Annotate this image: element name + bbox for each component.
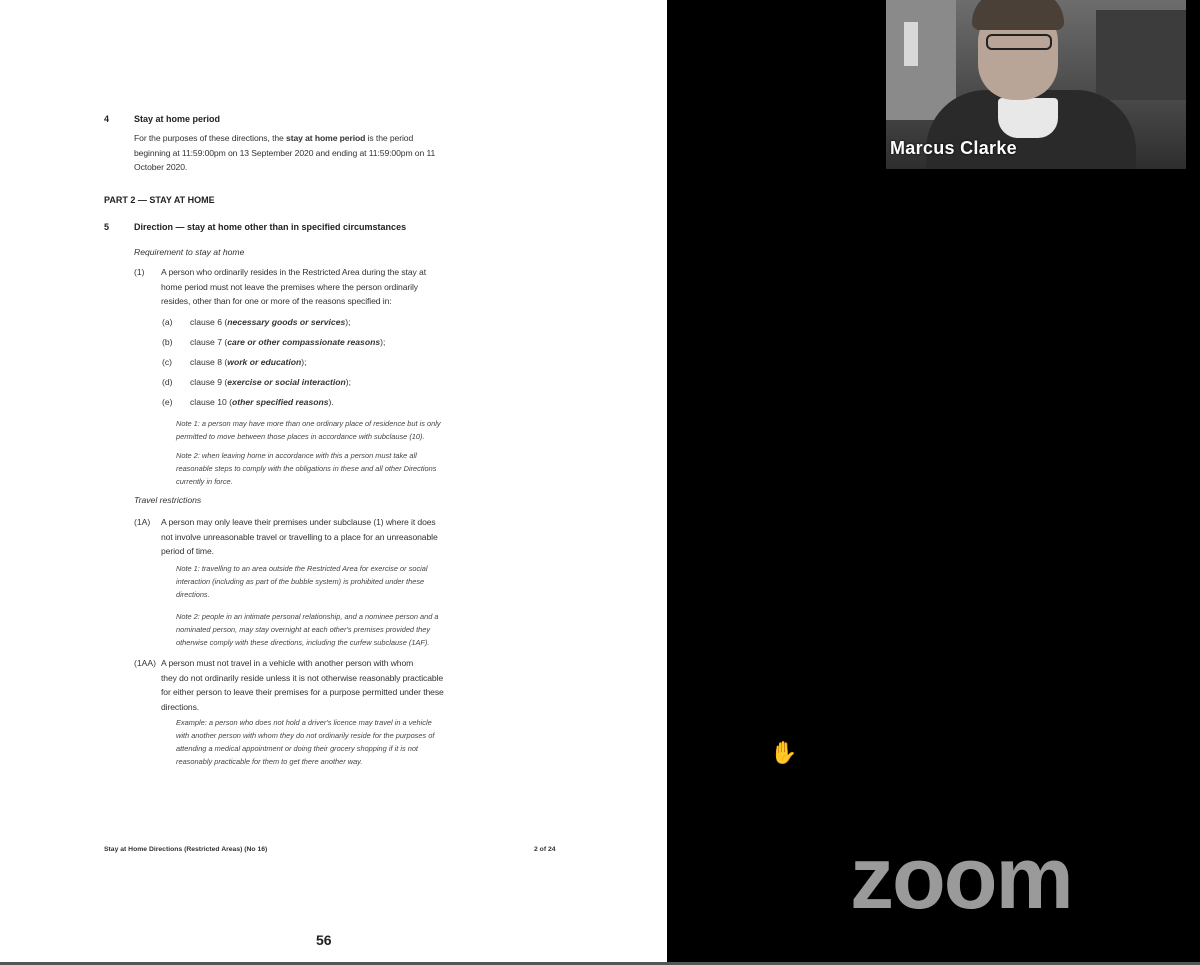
section-title: Direction — stay at home other than in specified circumstances <box>134 222 407 232</box>
list-item: clause 9 (exercise or social interaction); <box>190 377 351 387</box>
section-number: 5 <box>104 222 110 232</box>
list-item-label: (e) <box>162 397 173 407</box>
sub-heading: Travel restrictions <box>134 495 202 505</box>
note: Note 1: a person may have more than one ordinary place of residence but is only permitted to move between those places in accordance with subclause (10). <box>176 419 441 441</box>
clause-text: A person who ordinarily resides in the Restricted Area during the stay at home period must not leave the premises where the person ordinarily resides, other than for one or more of the reasons specified in: <box>161 267 426 307</box>
list-item: clause 10 (other specified reasons). <box>190 397 334 407</box>
list-item: clause 6 (necessary goods or services); <box>190 317 351 327</box>
participant-hair <box>972 0 1064 30</box>
sub-heading: Requirement to stay at home <box>134 247 245 257</box>
list-item-label: (c) <box>162 357 173 367</box>
participant-video-tile[interactable] <box>886 0 1186 169</box>
document-footer-page: 2 of 24 <box>534 846 556 853</box>
list-item-label: (b) <box>162 337 173 347</box>
hand-cursor-icon: ✋ <box>770 740 798 765</box>
participant-collar <box>998 98 1058 138</box>
participant-name-label: Marcus Clarke <box>890 138 1017 158</box>
clause-label: (1) <box>134 267 145 277</box>
list-item-label: (a) <box>162 317 173 327</box>
clause-text: A person must not travel in a vehicle with another person with whom they do not ordinarily reside unless it is not otherwise reasonably practicable for either person to leave their premises for a purpose permitted under these directions. <box>161 658 444 712</box>
page-number: 56 <box>316 932 332 948</box>
example: Example: a person who does not hold a driver's licence may travel in a vehicle with another person with whom they do not ordinarily reside for the purposes of attending a medical appointment or doing their grocery shopping if it is not reasonably practicable for them to get there another way. <box>176 718 435 766</box>
clause-label: (1A) <box>134 517 151 527</box>
note: Note 2: when leaving home in accordance with this a person must take all reasonable steps to comply with the obligations in these and all other Directions currently in force. <box>176 451 437 486</box>
list-item: clause 8 (work or education); <box>190 357 307 367</box>
background-wall <box>886 0 956 120</box>
part-heading: PART 2 — STAY AT HOME <box>104 195 215 205</box>
section-body: For the purposes of these directions, the stay at home period is the period beginning at 11:59:00pm on 13 September 2020 and ending at 11:59:00pm on 11 October 2020. <box>134 133 436 173</box>
list-item-label: (d) <box>162 377 173 387</box>
background-shelf <box>1096 10 1186 100</box>
background-window <box>904 22 918 66</box>
note: Note 1: travelling to an area outside the Restricted Area for exercise or social interaction (including as part of the bubble system) is prohibited under these directions. <box>176 564 428 599</box>
section-number: 4 <box>104 114 110 124</box>
clause-text: A person may only leave their premises under subclause (1) where it does not involve unreasonable travel or travelling to a place for an unreasonable period of time. <box>161 517 438 557</box>
zoom-logo: zoom <box>850 828 1072 927</box>
list-item: clause 7 (care or other compassionate reasons); <box>190 337 386 347</box>
note: Note 2: people in an intimate personal relationship, and a nominee person and a nominated person, may stay overnight at each other's premises provided they otherwise comply with these directions, including the curfew subclause (1AF). <box>176 612 439 647</box>
participant-glasses <box>986 34 1052 50</box>
section-title: Stay at home period <box>134 114 221 124</box>
clause-label: (1AA) <box>134 658 156 668</box>
document-footer-title: Stay at Home Directions (Restricted Areas) (No 16) <box>104 846 268 853</box>
